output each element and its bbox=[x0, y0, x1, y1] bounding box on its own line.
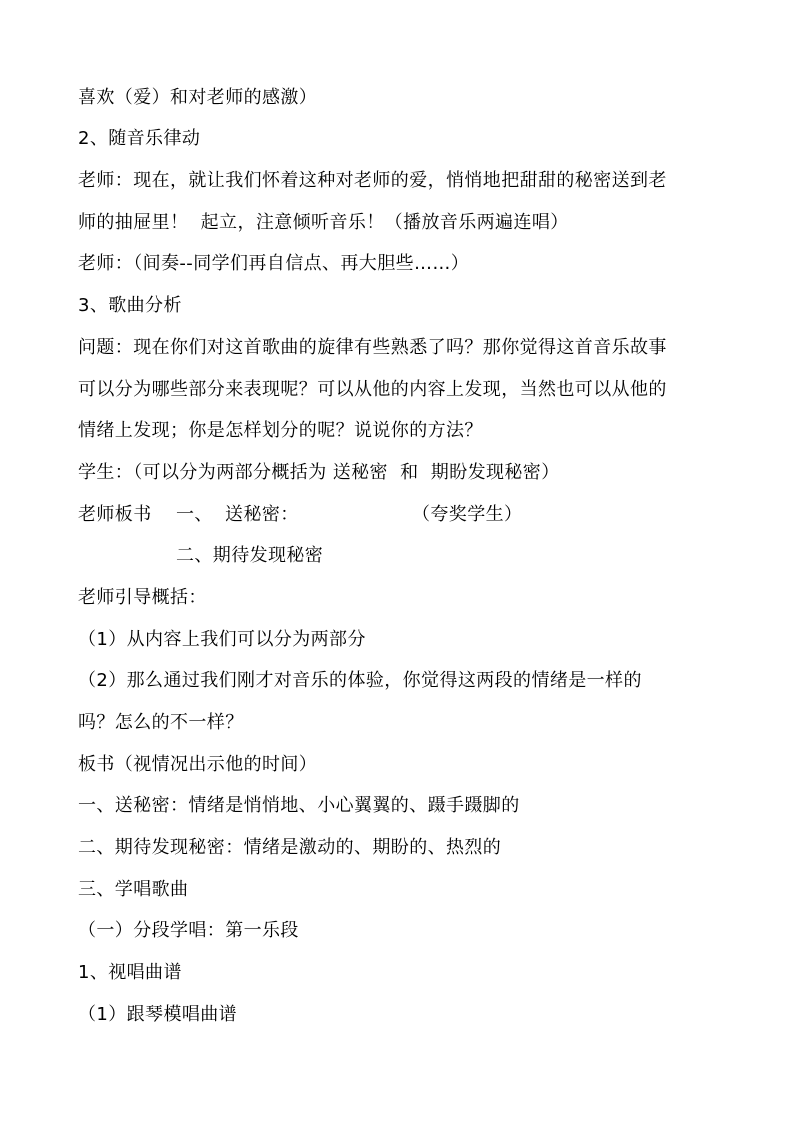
section-heading: 三、学唱歌曲 bbox=[78, 879, 189, 900]
text-line: 可以分为哪些部分来表现呢？可以从他的内容上发现，当然也可以从他的 bbox=[78, 379, 667, 400]
text-line: 二、期待发现秘密：情绪是激动的、期盼的、热烈的 bbox=[78, 837, 502, 858]
text-line: 吗？怎么的不一样？ bbox=[78, 712, 244, 733]
text-line: 问题：现在你们对这首歌曲的旋律有些熟悉了吗？那你觉得这首音乐故事 bbox=[78, 337, 667, 358]
text-line: 一、送秘密：情绪是悄悄地、小心翼翼的、蹑手蹑脚的 bbox=[78, 795, 520, 816]
text-line: （一）分段学唱：第一乐段 bbox=[78, 920, 299, 941]
text-line: 老师：现在，就让我们怀着这种对老师的爱，悄悄地把甜甜的秘密送到老 bbox=[78, 170, 667, 191]
board-writing-label: 老师板书 bbox=[78, 504, 152, 525]
section-heading: 1、视唱曲谱 bbox=[78, 962, 182, 983]
text-line: （1）跟琴模唱曲谱 bbox=[78, 1004, 238, 1025]
board-writing-item-2: 二、期待发现秘密 bbox=[176, 545, 324, 566]
board-writing-line bbox=[78, 503, 718, 527]
text-line: 师的抽屉里！ 起立，注意倾听音乐！（播放音乐两遍连唱） bbox=[78, 212, 569, 233]
text-line: 老师：（间奏--同学们再自信点、再大胆些……） bbox=[78, 253, 470, 274]
text-line: （2）那么通过我们刚才对音乐的体验，你觉得这两段的情绪是一样的 bbox=[78, 670, 642, 691]
section-heading: 2、随音乐律动 bbox=[78, 128, 201, 149]
board-writing-note: （夸奖学生） bbox=[412, 504, 523, 525]
section-heading: 3、歌曲分析 bbox=[78, 295, 182, 316]
text-line: 学生：（可以分为两部分概括为 送秘密 和 期盼发现秘密） bbox=[78, 462, 560, 483]
text-line: 板书（视情况出示他的时间） bbox=[78, 754, 318, 775]
text-line: 老师引导概括： bbox=[78, 587, 207, 608]
text-line: 情绪上发现；你是怎样划分的呢？说说你的方法？ bbox=[78, 420, 483, 441]
text-line: （1）从内容上我们可以分为两部分 bbox=[78, 629, 366, 650]
text-line: 喜欢（爱）和对老师的感激） bbox=[78, 87, 318, 108]
board-writing-item-1: 一、 送秘密： bbox=[176, 504, 299, 525]
